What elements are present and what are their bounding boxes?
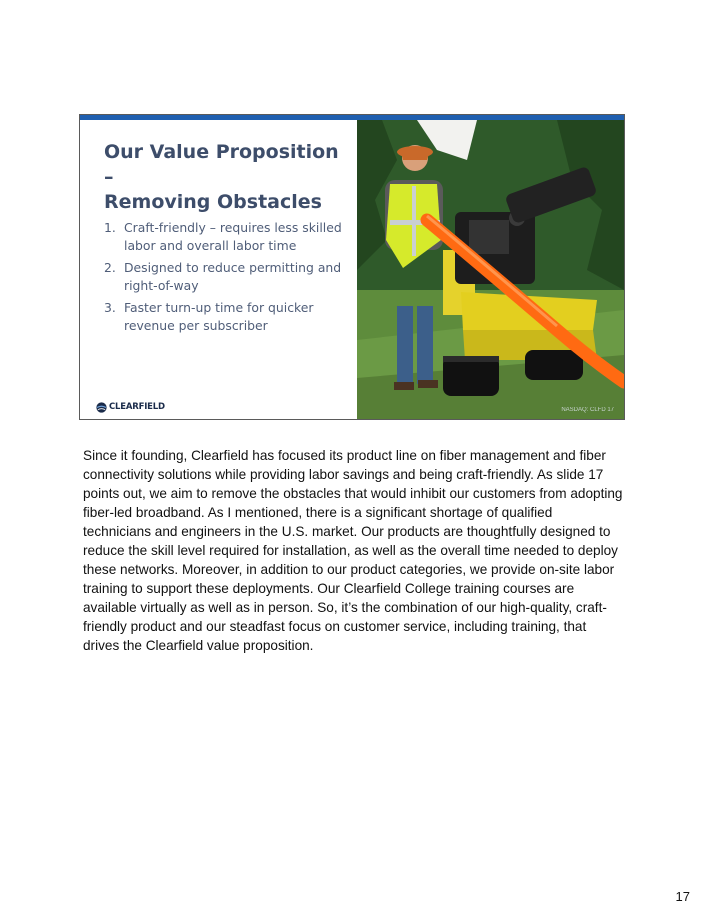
slide-title (104, 140, 354, 215)
bullet-number: 2. (104, 260, 116, 275)
bullet-text: Craft-friendly – requires less skilled labor and overall labor time (124, 220, 342, 253)
slide-title-line2: Removing Obstacles (104, 191, 322, 213)
bullet-number: 1. (104, 220, 116, 235)
slide-thumbnail (79, 114, 625, 420)
speaker-notes-paragraph: Since it founding, Clearfield has focused its product line on fiber management and fiber connectivity solutions while providing labor savings and being craft-friendly. As slide 17 points out, we aim to remove the obstacles that would inhibit our customers from adopting fiber-led broadband. As I mentioned, there is a significant shortage of qualified technicians and engineers in the U.S. market. Our products are thoughtfully designed to reduce the skill level required for installation, as well as the overall time needed to deploy these networks. Moreover, in addition to our product categories, we provide on-site labor training to support these deployments. Our Clearfield College training courses are available virtually as well as in person. So, it’s the combination of our high-quality, craft-friendly product and our steadfast focus on customer service, including training, that drives the Clearfield value proposition. (83, 448, 623, 653)
bullet-text: Faster turn-up time for quicker revenue per subscriber (124, 300, 314, 333)
bullet-text: Designed to reduce permitting and right-of-way (124, 260, 342, 293)
slide-footer-text: NASDAQ: CLFD 17 (561, 407, 614, 413)
bullet-item (104, 219, 350, 254)
clearfield-globe-logo-icon (96, 402, 107, 413)
bullet-number: 3. (104, 300, 116, 315)
worker-photo (357, 120, 624, 419)
clearfield-logo (96, 400, 165, 414)
bullet-list (104, 219, 350, 339)
bullet-item (104, 299, 350, 334)
page-number: 17 (675, 889, 690, 904)
slide-title-line1: Our Value Proposition – (104, 141, 339, 188)
logo-wordmark: CLEARFIELD (109, 402, 165, 412)
slide-text-panel (80, 120, 357, 419)
bullet-item (104, 259, 350, 294)
photo-illustration (357, 120, 624, 419)
